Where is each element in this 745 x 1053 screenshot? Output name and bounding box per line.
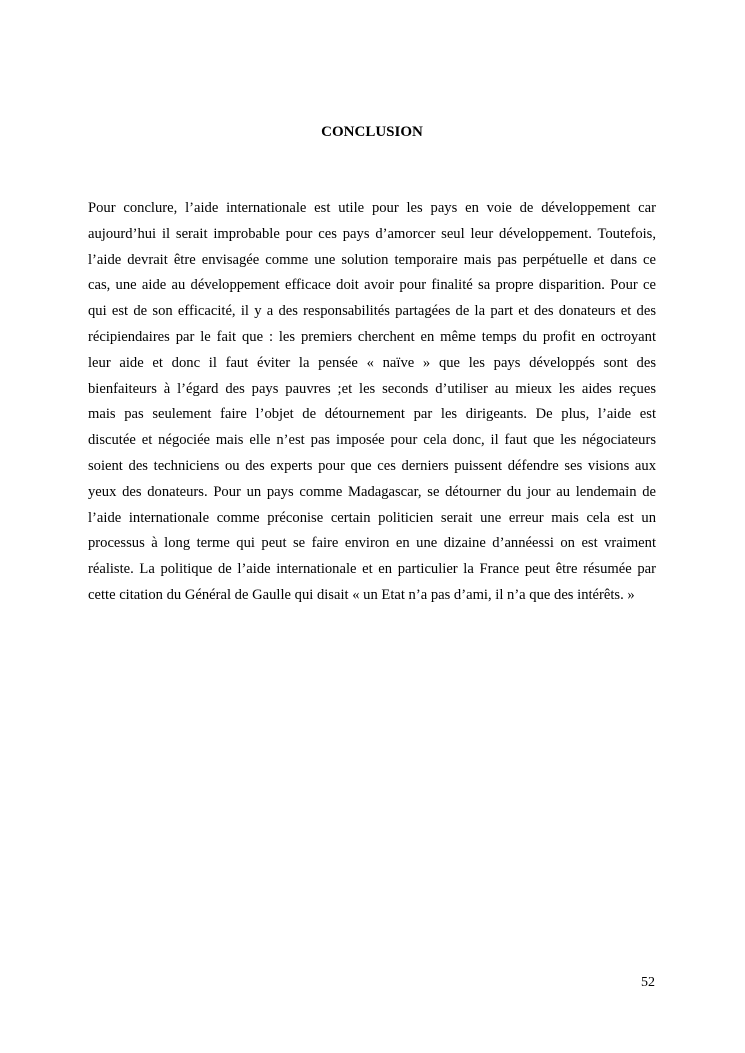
paragraph-line: l’aide devrait être envisagée comme une solution temporaire mais pas perpétuelle et dans ce bbox=[88, 251, 656, 268]
paragraph-line: récipiendaires par le fait que : les premiers cherchent en même temps du profit en octroyant bbox=[88, 328, 656, 345]
paragraph-line: soient des techniciens ou des experts pour que ces derniers puissent défendre ses visions aux bbox=[88, 457, 656, 474]
conclusion-paragraph bbox=[88, 196, 656, 609]
paragraph-line: aujourd’hui il serait improbable pour ces pays d’amorcer seul leur développement. Toutefois, bbox=[88, 225, 656, 242]
paragraph-line: cas, une aide au développement efficace doit avoir pour finalité sa propre disparition. Pour ce bbox=[88, 277, 656, 294]
page-number: 52 bbox=[641, 975, 655, 990]
paragraph-line: discutée et négociée mais elle n’est pas imposée pour cela donc, il faut que les négociateurs bbox=[88, 432, 656, 449]
paragraph-line: réaliste. La politique de l’aide internationale et en particulier la France peut être résumée par bbox=[88, 561, 656, 578]
paragraph-line: leur aide et donc il faut éviter la pensée « naïve » que les pays développés sont des bbox=[88, 354, 656, 371]
paragraph-line: qui est de son efficacité, il y a des responsabilités partagées de la part et des donateurs et des bbox=[88, 303, 656, 320]
paragraph-line: yeux des donateurs. Pour un pays comme Madagascar, se détourner du jour au lendemain de bbox=[88, 483, 656, 500]
page-title: CONCLUSION bbox=[321, 124, 423, 140]
paragraph-line: Pour conclure, l’aide internationale est utile pour les pays en voie de développement car bbox=[88, 200, 656, 216]
paragraph-line: processus à long terme qui peut se faire environ en une dizaine d’annéessi on est vraiment bbox=[88, 535, 656, 552]
paragraph-line: cette citation du Général de Gaulle qui disait « un Etat n’a pas d’ami, il n’a que des intérêts. » bbox=[88, 586, 635, 603]
paragraph-line: bienfaiteurs à l’égard des pays pauvres ;et les seconds d’utiliser au mieux les aides reçues bbox=[88, 380, 656, 397]
paragraph-line: l’aide internationale comme préconise certain politicien serait une erreur mais cela est un bbox=[88, 509, 656, 526]
paragraph-line: mais pas seulement faire l’objet de détournement par les dirigeants. De plus, l’aide est bbox=[88, 406, 656, 423]
